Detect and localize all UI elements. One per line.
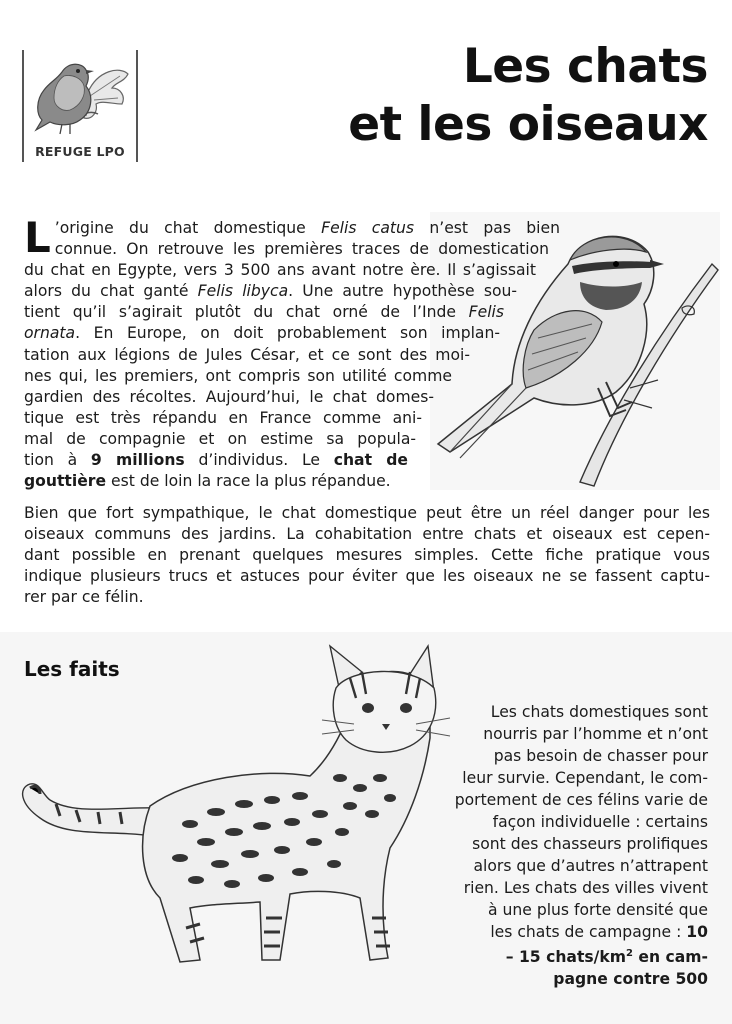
body-line: rer par ce félin. bbox=[24, 588, 144, 607]
title-line-1: Les chats bbox=[462, 39, 708, 94]
robin-leaf-icon bbox=[28, 52, 132, 138]
section-title: Les faits bbox=[24, 657, 120, 681]
intro-line: du chat en Egypte, vers 3 500 ans avant notre ère. Il s’agissait bbox=[24, 261, 536, 280]
intro-line: tient qu’il s’agirait plutôt du chat orné de l’Inde Felis bbox=[24, 303, 504, 322]
facts-line: sont des chasseurs prolifiques bbox=[472, 835, 708, 853]
body-paragraph bbox=[24, 503, 710, 608]
intro-paragraph bbox=[24, 213, 564, 492]
facts-line: alors que d’autres n’attrapent bbox=[473, 857, 708, 875]
logo-label: REFUGE LPO bbox=[35, 144, 125, 159]
intro-line: ornata. En Europe, on doit probablement son implan- bbox=[24, 324, 500, 343]
facts-line: rien. Les chats des villes vivent bbox=[463, 879, 708, 897]
facts-line: à une plus forte densité que bbox=[487, 901, 708, 919]
page-title bbox=[348, 38, 708, 154]
intro-line: connue. On retrouve les premières traces de domestication bbox=[54, 240, 549, 259]
intro-line: tation aux légions de Jules César, et ce sont des moi- bbox=[24, 345, 470, 364]
facts-line: portement de ces félins varie de bbox=[454, 791, 708, 809]
intro-line: gardien des récoltes. Aujourd’hui, le chat domes- bbox=[24, 387, 434, 406]
facts-line: pas besoin de chasser pour bbox=[493, 747, 708, 765]
facts-line: façon individuelle : certains bbox=[492, 813, 708, 831]
facts-line: les chats de campagne : 10 bbox=[490, 923, 708, 941]
intro-line: mal de compagnie et on estime sa popula- bbox=[24, 429, 416, 448]
facts-line: – 15 chats/$km^2$ en cam- bbox=[505, 948, 708, 967]
intro-line: nes qui, les premiers, ont compris son utilité comme bbox=[24, 366, 452, 385]
body-line: dant possible en prenant quelques mesures simples. Cette fiche pratique vous bbox=[24, 546, 710, 565]
facts-line: pagne contre 500 bbox=[553, 970, 708, 989]
body-line: indique plusieurs trucs et astuces pour éviter que les oiseaux ne se fassent captu- bbox=[24, 567, 710, 586]
intro-line: gouttière est de loin la race la plus répandue. bbox=[24, 472, 391, 491]
facts-line: Les chats domestiques sont bbox=[490, 703, 708, 721]
intro-line: ’origine du chat domestique Felis catus n’est pas bien bbox=[54, 219, 560, 237]
intro-line: alors du chat ganté Felis libyca. Une autre hypothèse sou- bbox=[24, 282, 517, 301]
body-line: oiseaux communs des jardins. La cohabitation entre chats et oiseaux est cepen- bbox=[24, 525, 710, 544]
facts-line: nourris par l’homme et n’ont bbox=[483, 725, 708, 743]
intro-line: tique est très répandu en France comme ani- bbox=[24, 408, 422, 427]
drop-cap: L bbox=[24, 213, 51, 262]
tabby-cat-illustration bbox=[10, 628, 490, 988]
intro-line: tion à 9 millions d’individus. Le chat de bbox=[24, 451, 408, 470]
refuge-lpo-logo bbox=[22, 50, 138, 162]
facts-line: leur survie. Cependant, le com- bbox=[462, 769, 708, 787]
body-line: Bien que fort sympathique, le chat domestique peut être un réel danger pour les bbox=[24, 504, 710, 522]
facts-paragraph bbox=[428, 701, 708, 990]
title-line-2: et les oiseaux bbox=[348, 97, 708, 152]
